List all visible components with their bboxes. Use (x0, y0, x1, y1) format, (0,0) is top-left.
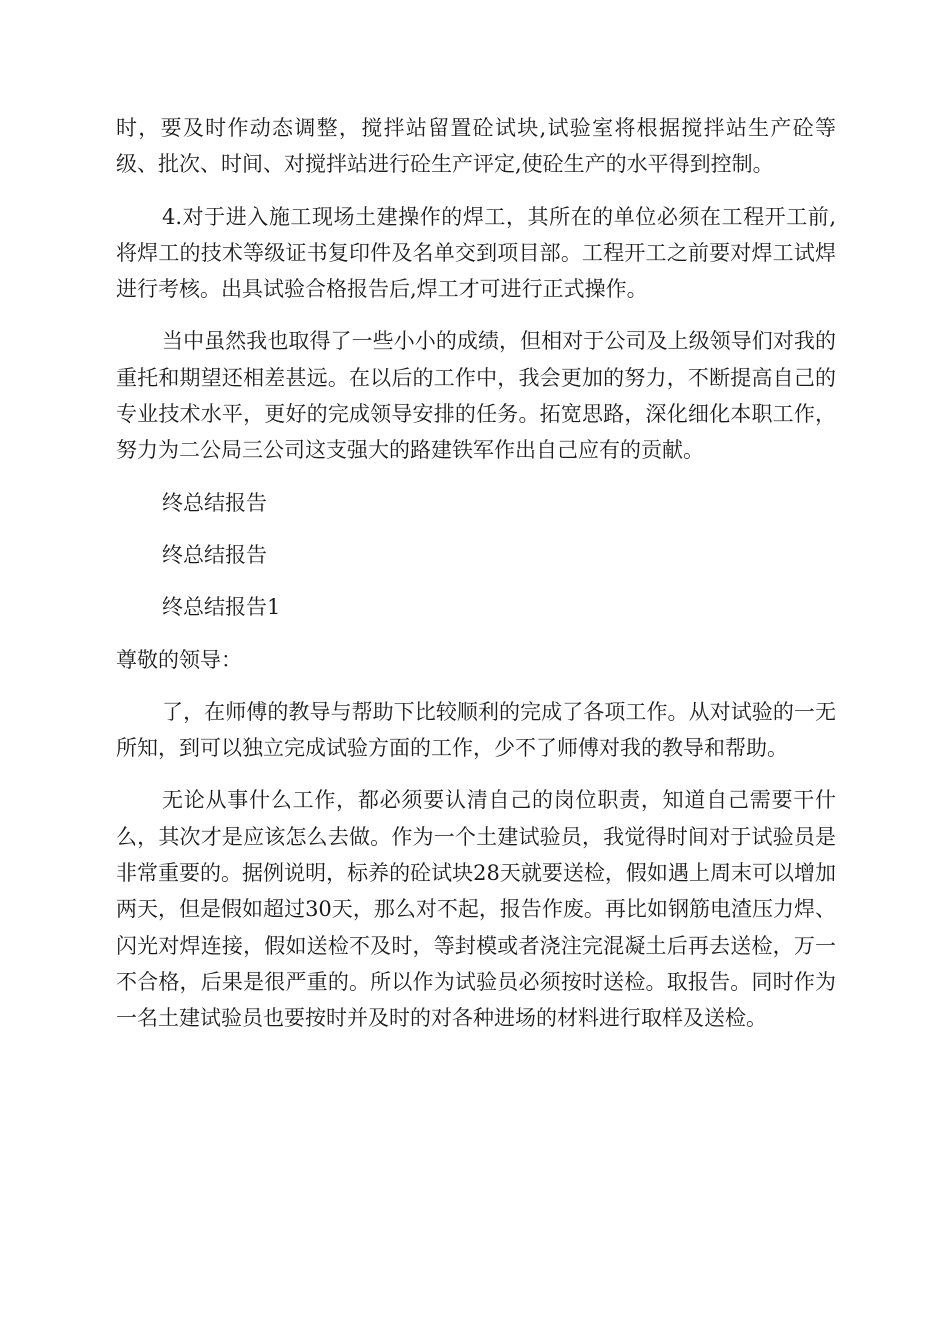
paragraph-mentor-thanks: 了，在师傅的教导与帮助下比较顺利的完成了各项工作。从对试验的一无所知，到可以独立完成试验方面的工作，少不了师傅对我的教导和帮助。 (116, 699, 836, 761)
paragraph-welder-requirements: 4.对于进入施工现场土建操作的焊工，其所在的单位必须在工程开工前,将焊工的技术等级证书复印件及名单交到项目部。工程开工之前要对焊工试焊进行考核。出具试验合格报告后,焊工才可进行正式操作。 (116, 204, 836, 302)
section-title-2: 终总结报告 (162, 542, 267, 567)
paragraph-job-duties: 无论从事什么工作，都必须要认清自己的岗位职责，知道自己需要干什么，其次才是应该怎么去做。作为一个土建试验员，我觉得时间对于试验员是非常重要的。据例说明，标养的砼试块28天就要送检，假如遇上周末可以增加两天，但是假如超过30天，那么对不起，报告作废。再比如钢筋电渣压力焊、闪光对焊连接，假如送检不及时，等封模或者浇注完混凝土后再去送检，万一不合格，后果是很严重的。所以作为试验员必须按时送检。取报告。同时作为一名土建试验员也要按时并及时的对各种进场的材料进行取样及送检。 (116, 788, 836, 1031)
section-title-1: 终总结报告 (162, 490, 267, 515)
salutation: 尊敬的领导： (116, 647, 242, 672)
paragraph-achievements: 当中虽然我也取得了一些小小的成绩，但相对于公司及上级领导们对我的重托和期望还相差甚远。在以后的工作中，我会更加的努力，不断提高自己的专业技术水平，更好的完成领导安排的任务。拓宽思路，深化细化本职工作，努力为二公局三公司这支强大的路建铁军作出自己应有的贡献。 (116, 329, 836, 463)
section-title-3: 终总结报告1 (162, 595, 281, 620)
paragraph-concrete-adjustment: 时，要及时作动态调整，搅拌站留置砼试块,试验室将根据搅拌站生产砼等级、批次、时间、对搅拌站进行砼生产评定,使砼生产的水平得到控制。 (116, 116, 836, 177)
document-body (116, 110, 836, 1053)
